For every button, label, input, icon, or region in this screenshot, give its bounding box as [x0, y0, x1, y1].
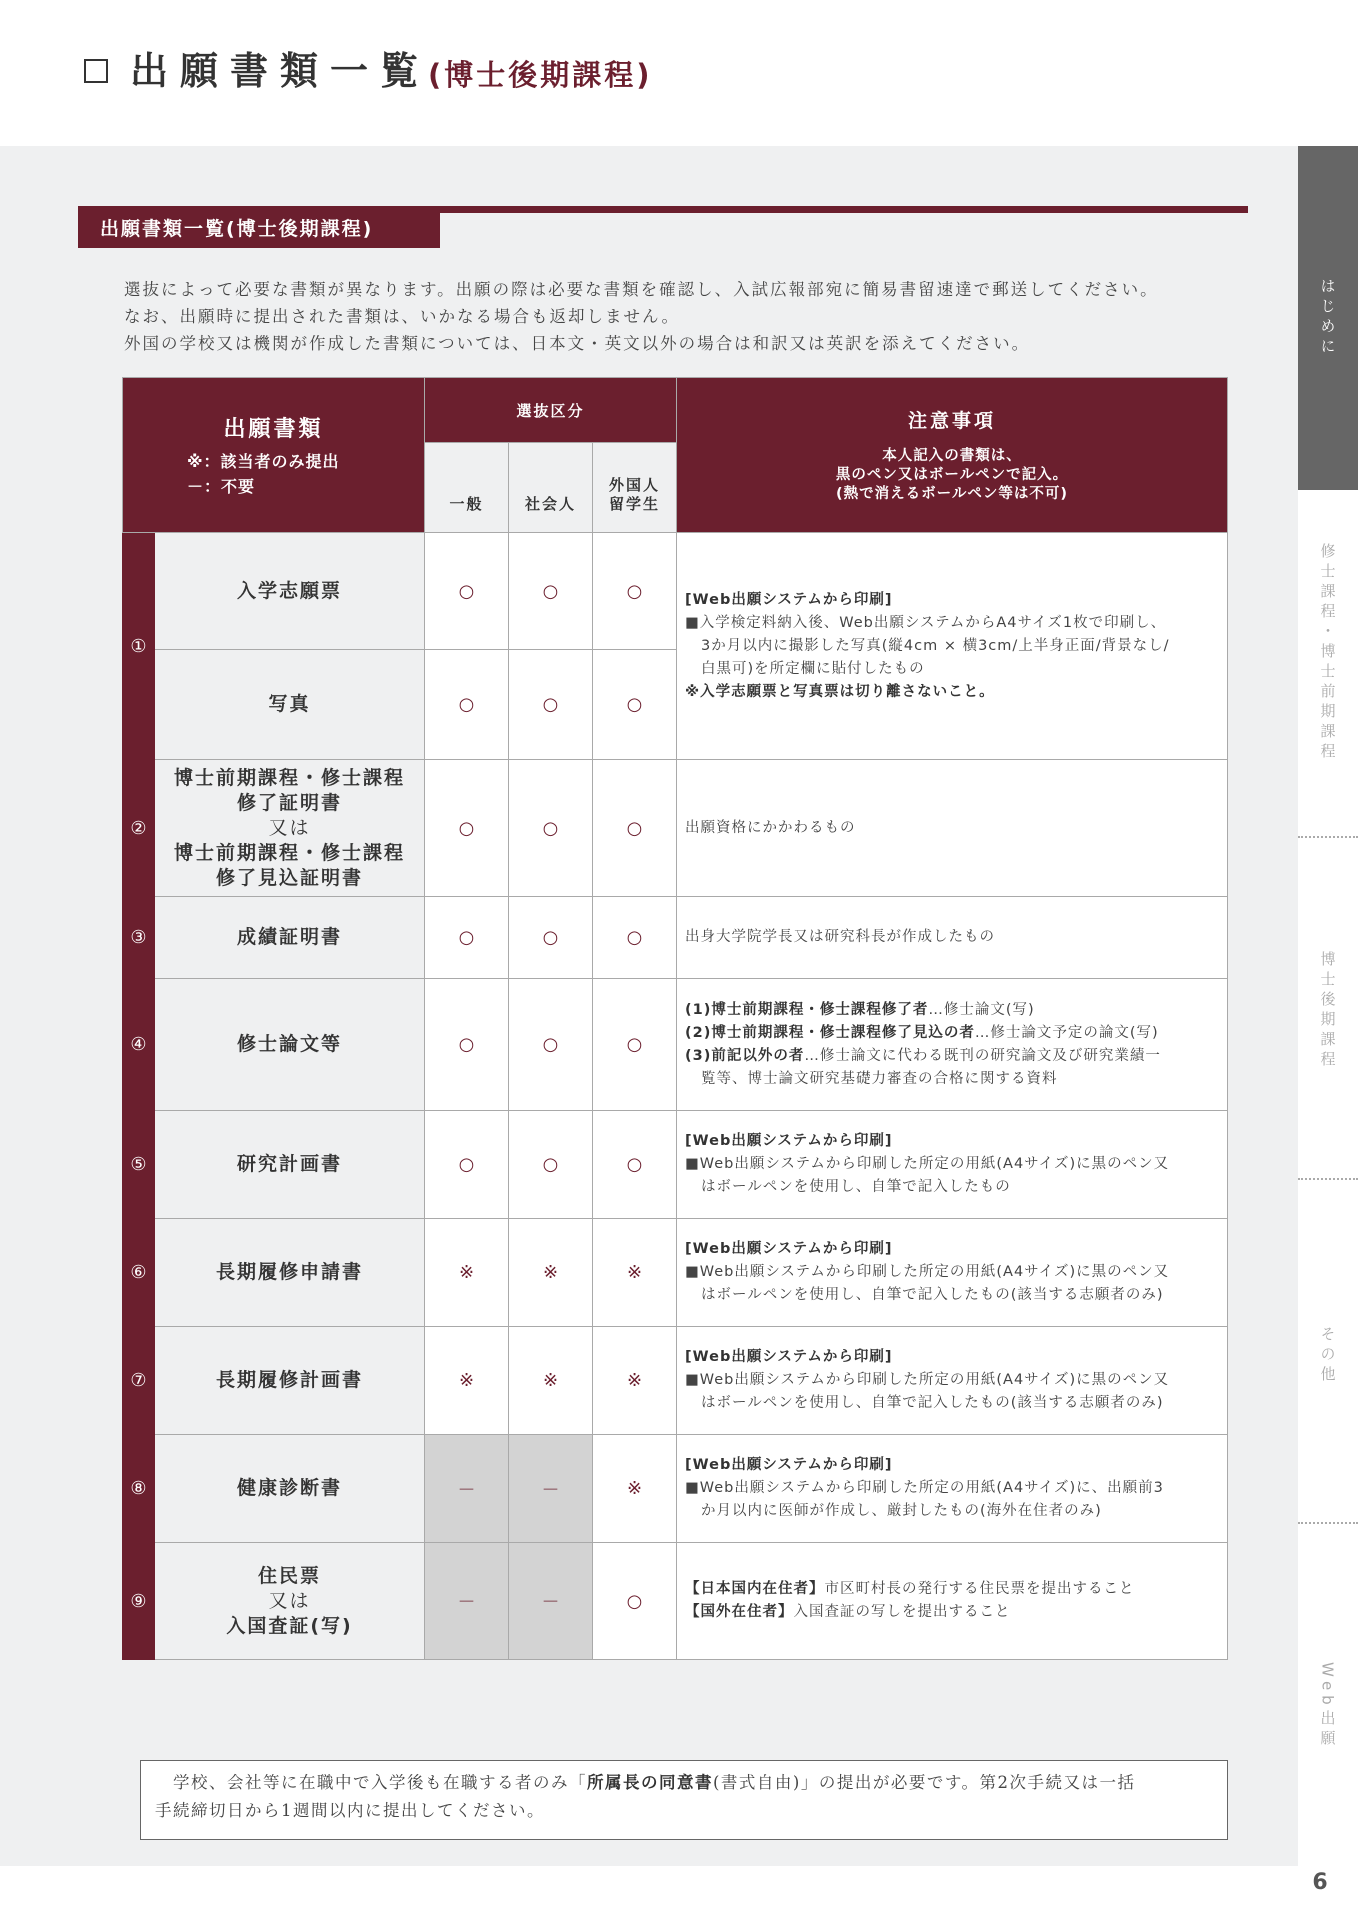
mark-foreign: ○	[593, 650, 677, 760]
note-line: はボールペンを使用し、自筆で記入したもの	[701, 1179, 1011, 1195]
mark-general: ○	[425, 760, 509, 897]
note-line	[685, 1045, 1219, 1068]
side-tab-other[interactable]	[1298, 1296, 1358, 1416]
row-number: ②	[123, 760, 155, 897]
doc-name: 写真	[155, 650, 425, 760]
doc-name	[155, 760, 425, 897]
footer-line: 手続締切日から1週間以内に提出してください。	[155, 1801, 545, 1820]
footer-text: 学校、会社等に在職中で入学後も在職する者のみ「	[173, 1773, 587, 1792]
note-line: 出身大学院学長又は研究科長が作成したもの	[685, 929, 996, 945]
doc-name	[155, 1543, 425, 1660]
footer-line	[155, 1769, 1213, 1797]
row-number: ①	[123, 533, 155, 760]
note-line	[685, 1601, 1219, 1624]
doc-name-line: 博士前期課程・修士課程	[173, 841, 405, 864]
note-text: …修士論文(写)	[928, 1001, 1035, 1018]
note-line	[685, 1022, 1219, 1045]
note-text: …修士論文に代わる既刊の研究論文及び研究業績一	[804, 1047, 1161, 1064]
table-row	[123, 979, 1228, 1111]
note-line: [Web出願システムから印刷]	[685, 1241, 893, 1257]
documents-table	[122, 377, 1228, 1660]
table-row	[123, 760, 1228, 897]
side-tab-label: 博士後期課程	[1318, 951, 1337, 1071]
note-line: はボールペンを使用し、自筆で記入したもの(該当する志願者のみ)	[701, 1287, 1164, 1303]
mark-foreign: ※	[593, 1327, 677, 1435]
mark-general: －	[425, 1435, 509, 1543]
table-row	[123, 1327, 1228, 1435]
side-divider	[1298, 836, 1358, 838]
row-number: ⑤	[123, 1111, 155, 1219]
doc-name-line: 又は	[268, 1589, 311, 1612]
row-note	[677, 1543, 1228, 1660]
mark-working: ○	[509, 1111, 593, 1219]
note-line: ※入学志願票と写真票は切り離さないこと。	[685, 683, 995, 700]
legend-unneeded: －：不要	[187, 476, 256, 496]
note-line: ■Web出願システムから印刷した所定の用紙(A4サイズ)に、出願前3	[685, 1480, 1164, 1496]
note-line: ■Web出願システムから印刷した所定の用紙(A4サイズ)に黒のペン又	[685, 1372, 1170, 1388]
mark-general: ○	[425, 1111, 509, 1219]
row-note	[677, 897, 1228, 979]
note-line: 覧等、博士論文研究基礎力審査の合格に関する資料	[701, 1070, 1058, 1087]
header-notes-line: 本人記入の書類は、	[882, 448, 1022, 464]
side-tab-masters[interactable]	[1298, 518, 1358, 788]
note-line: [Web出願システムから印刷]	[685, 591, 893, 608]
mark-working: ○	[509, 897, 593, 979]
header-notes-line: (熱で消えるボールペン等は不可)	[836, 486, 1068, 502]
note-line: ■Web出願システムから印刷した所定の用紙(A4サイズ)に黒のペン又	[685, 1264, 1170, 1280]
row-number: ⑧	[123, 1435, 155, 1543]
side-tab-label: はじめに	[1318, 278, 1337, 358]
row-number: ④	[123, 979, 155, 1111]
header-working: 社会人	[509, 443, 593, 533]
row-note	[677, 1111, 1228, 1219]
note-text: 市区町村長の発行する住民票を提出すること	[824, 1581, 1135, 1597]
side-tab-label: 修士課程・博士前期課程	[1318, 543, 1337, 763]
note-line: はボールペンを使用し、自筆で記入したもの(該当する志願者のみ)	[701, 1395, 1164, 1411]
doc-name: 入学志願票	[155, 533, 425, 650]
note-line: か月以内に医師が作成し、厳封したもの(海外在住者のみ)	[701, 1503, 1102, 1519]
doc-name: 修士論文等	[155, 979, 425, 1111]
header-general: 一般	[425, 443, 509, 533]
row-number: ⑨	[123, 1543, 155, 1660]
doc-name: 長期履修計画書	[155, 1327, 425, 1435]
note-line: ■入学検定料納入後、Web出願システムからA4サイズ1枚で印刷し、	[685, 614, 1167, 631]
row-number: ⑥	[123, 1219, 155, 1327]
mark-general: ○	[425, 979, 509, 1111]
side-tab-web[interactable]	[1298, 1626, 1358, 1786]
mark-foreign: ○	[593, 533, 677, 650]
mark-working: ○	[509, 650, 593, 760]
mark-general: ○	[425, 533, 509, 650]
mark-working: ※	[509, 1327, 593, 1435]
note-line: [Web出願システムから印刷]	[685, 1349, 893, 1365]
mark-general: ○	[425, 897, 509, 979]
row-note	[677, 1219, 1228, 1327]
mark-foreign: ○	[593, 979, 677, 1111]
table-row	[123, 533, 1228, 650]
doc-name-line: 博士前期課程・修士課程	[173, 766, 405, 789]
doc-name: 研究計画書	[155, 1111, 425, 1219]
row-note	[677, 533, 1228, 760]
note-bold: (2)博士前期課程・修士課程修了見込の者	[685, 1024, 975, 1041]
header-notes-line: 黒のペン又はボールペンで記入。	[835, 467, 1069, 483]
mark-working: ※	[509, 1219, 593, 1327]
doc-name-line: 住民票	[257, 1564, 321, 1587]
side-divider	[1298, 1178, 1358, 1180]
note-bold: (3)前記以外の者	[685, 1047, 805, 1064]
doc-name-line: 修了証明書	[236, 791, 342, 814]
mark-working: ○	[509, 979, 593, 1111]
header-selection: 選抜区分	[425, 378, 677, 443]
intro-line: 外国の学校又は機関が作成した書類については、日本文・英文以外の場合は和訳又は英訳を添えてください。	[124, 334, 1031, 353]
note-line	[685, 1578, 1219, 1601]
table-row	[123, 1543, 1228, 1660]
table-row	[123, 1435, 1228, 1543]
row-note	[677, 760, 1228, 897]
footer-text: (書式自由)」の提出が必要です。第2次手続又は一括	[713, 1773, 1136, 1792]
doc-name: 成績証明書	[155, 897, 425, 979]
doc-name: 長期履修申請書	[155, 1219, 425, 1327]
intro-line: なお、出願時に提出された書類は、いかなる場合も返却しません。	[124, 307, 680, 326]
table-row	[123, 897, 1228, 979]
page-number: 6	[1312, 1870, 1328, 1895]
note-bold: 【国外在住者】	[685, 1604, 794, 1620]
title-checkbox-icon	[84, 59, 108, 83]
mark-foreign: ※	[593, 1219, 677, 1327]
page-header	[0, 0, 1358, 146]
side-tab-label: Web出願	[1318, 1662, 1337, 1750]
header-foreign-line: 外国人	[609, 476, 661, 494]
header-notes-title: 注意事項	[908, 410, 997, 432]
mark-general: ※	[425, 1327, 509, 1435]
side-navigation	[1298, 146, 1358, 1866]
note-bold: 【日本国内在住者】	[685, 1581, 825, 1597]
mark-general: ※	[425, 1219, 509, 1327]
doc-name-line: 入国査証(写)	[226, 1614, 353, 1637]
note-line: [Web出願システムから印刷]	[685, 1133, 893, 1149]
mark-general: ○	[425, 650, 509, 760]
table-row	[123, 1111, 1228, 1219]
header-documents	[123, 378, 425, 533]
intro-line: 選抜によって必要な書類が異なります。出願の際は必要な書類を確認し、入試広報部宛に簡易書留速達で郵送してください。	[124, 280, 1159, 299]
mark-working: ○	[509, 533, 593, 650]
row-number: ⑦	[123, 1327, 155, 1435]
header-foreign-line: 留学生	[609, 495, 661, 513]
table-row	[123, 1219, 1228, 1327]
row-number: ③	[123, 897, 155, 979]
note-line: [Web出願システムから印刷]	[685, 1457, 893, 1473]
side-tab-label: その他	[1318, 1326, 1337, 1386]
page-subtitle: (博士後期課程)	[428, 58, 653, 92]
mark-working: －	[509, 1435, 593, 1543]
header-documents-title: 出願書類	[223, 416, 324, 442]
section-heading: 出願書類一覧(博士後期課程)	[78, 206, 440, 248]
header-notes	[677, 378, 1228, 533]
note-bold: (1)博士前期課程・修士課程修了者	[685, 1001, 929, 1018]
row-note	[677, 1435, 1228, 1543]
footer-note	[140, 1760, 1228, 1840]
mark-working: ○	[509, 760, 593, 897]
doc-name: 健康診断書	[155, 1435, 425, 1543]
mark-foreign: ※	[593, 1435, 677, 1543]
doc-name-line: 修了見込証明書	[215, 866, 363, 889]
note-line	[685, 999, 1219, 1022]
mark-general: －	[425, 1543, 509, 1660]
legend-optional: ※：該当者のみ提出	[187, 451, 340, 471]
mark-working: －	[509, 1543, 593, 1660]
side-tab-doctoral[interactable]	[1298, 916, 1358, 1106]
note-text: …修士論文予定の論文(写)	[974, 1024, 1159, 1041]
mark-foreign: ○	[593, 1111, 677, 1219]
footer-bold: 所属長の同意書	[587, 1773, 713, 1792]
note-text: 入国査証の写しを提出すること	[793, 1604, 1011, 1620]
intro-text	[124, 276, 1224, 357]
mark-foreign: ○	[593, 1543, 677, 1660]
doc-name-line: 又は	[268, 816, 311, 839]
row-note	[677, 979, 1228, 1111]
page-title: 出願書類一覧	[130, 49, 431, 93]
mark-foreign: ○	[593, 760, 677, 897]
side-tab-intro[interactable]	[1298, 146, 1358, 490]
note-line: 出願資格にかかわるもの	[685, 819, 856, 836]
side-divider	[1298, 1522, 1358, 1524]
mark-foreign: ○	[593, 897, 677, 979]
note-line: ■Web出願システムから印刷した所定の用紙(A4サイズ)に黒のペン又	[685, 1156, 1170, 1172]
row-note	[677, 1327, 1228, 1435]
header-foreign	[593, 443, 677, 533]
note-line: 白黒可)を所定欄に貼付したもの	[701, 660, 925, 677]
note-line: 3か月以内に撮影した写真(縦4cm × 横3cm/上半身正面/背景なし/	[701, 637, 1170, 654]
